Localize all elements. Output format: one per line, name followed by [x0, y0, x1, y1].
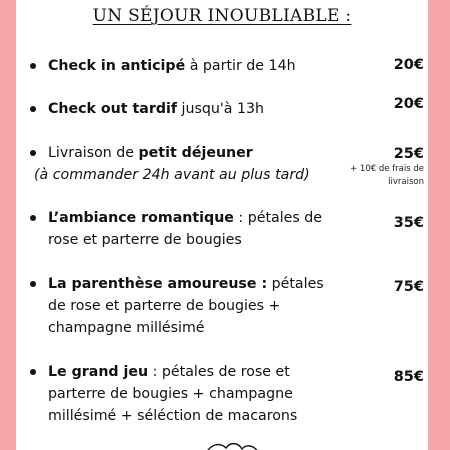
delivery-fee-note: + 10€ de frais de livraison — [350, 164, 424, 187]
bullet-icon — [30, 369, 36, 375]
item-description: Livraison de — [48, 145, 139, 161]
item-name: La parenthèse amoureuse : — [48, 276, 268, 292]
item-note: (à commander 24h avant au plus tard) — [34, 167, 310, 183]
list-item-romantic-ambiance — [30, 207, 330, 251]
item-price: 85€ — [393, 369, 424, 385]
item-description: : pétales de rose et parterre de bougies + champagne millésimé + séléction de macarons — [48, 364, 298, 424]
item-price: 35€ — [393, 215, 424, 231]
item-price: 20€ — [393, 96, 424, 112]
page-title: UN SÉJOUR INOUBLIABLE : — [92, 6, 352, 26]
item-description: à partir de 14h — [185, 58, 296, 74]
item-price: 25€ — [393, 146, 424, 162]
menu-card — [16, 0, 428, 450]
bullet-icon — [30, 106, 36, 112]
item-price: 20€ — [393, 57, 424, 73]
list-item-love-break — [30, 273, 330, 339]
bullet-icon — [30, 215, 36, 221]
bullet-icon — [30, 63, 36, 69]
item-name: Le grand jeu — [48, 364, 149, 380]
item-description: jusqu'à 13h — [177, 101, 265, 117]
list-item-late-check-out — [30, 98, 330, 120]
item-description: : pétales de rose et parterre de bougies — [48, 210, 323, 248]
item-name: Check in anticipé — [48, 58, 186, 74]
item-name: petit déjeuner — [138, 145, 253, 161]
bullet-icon — [30, 281, 36, 287]
item-name: L’ambiance romantique — [48, 210, 234, 226]
list-item-grand-jeu — [30, 361, 330, 427]
item-description: pétales de rose et parterre de bougies + champagne millésimé — [48, 276, 324, 336]
item-price: 75€ — [393, 279, 424, 295]
bullet-icon — [30, 150, 36, 156]
item-name: Check out tardif — [48, 101, 178, 117]
list-item-early-check-in — [30, 55, 330, 77]
heart-doodle-icon — [202, 440, 262, 450]
list-item-breakfast — [30, 142, 350, 186]
